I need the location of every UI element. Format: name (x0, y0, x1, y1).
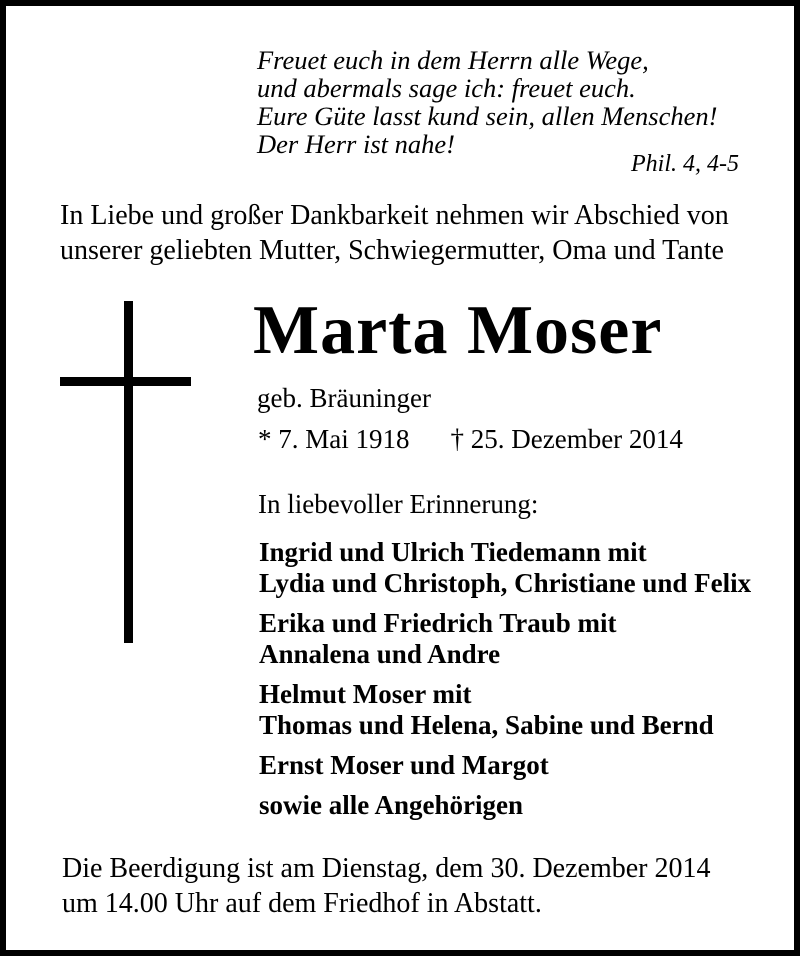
verse-line: Eure Güte lasst kund sein, allen Menschen! (257, 101, 718, 131)
bible-verse (257, 46, 743, 178)
mourner-line: Annalena und Andre (259, 639, 501, 669)
life-dates (258, 424, 683, 455)
mourner-group (259, 537, 751, 599)
cross-vertical-bar (124, 301, 133, 643)
mourner-line: Ingrid und Ulrich Tiedemann mit (259, 537, 647, 567)
mourner-line: Erika und Friedrich Traub mit (259, 608, 617, 638)
deceased-name: Marta Moser (253, 292, 663, 369)
cross-horizontal-bar (60, 377, 191, 386)
verse-attribution: Phil. 4, 4-5 (631, 151, 739, 177)
maiden-name: geb. Bräuninger (257, 383, 431, 413)
mourner-group (259, 790, 751, 821)
mourner-line: Lydia und Christoph, Christiane und Felix (259, 568, 752, 598)
mourner-group (259, 679, 751, 741)
mourners-list (259, 537, 751, 830)
intro-line: unserer geliebten Mutter, Schwiegermutter, Oma und Tante (60, 235, 724, 266)
verse-line: und abermals sage ich: freuet euch. (257, 73, 636, 103)
verse-line: Der Herr ist nahe! (257, 129, 455, 159)
mourner-line: Helmut Moser mit (259, 679, 472, 709)
intro-paragraph (60, 198, 729, 268)
mourner-line: Ernst Moser und Margot (259, 750, 549, 780)
mourner-group (259, 750, 751, 781)
intro-line: In Liebe und großer Dankbarkeit nehmen wir Abschied von (60, 200, 729, 231)
mourner-group (259, 608, 751, 670)
memorial-heading: In liebevoller Erinnerung: (258, 489, 539, 519)
funeral-info (62, 851, 711, 921)
mourner-line: Thomas und Helena, Sabine und Bernd (259, 710, 714, 740)
death-date: † 25. Dezember 2014 (450, 424, 683, 454)
birth-date: * 7. Mai 1918 (258, 424, 410, 454)
funeral-info-line: um 14.00 Uhr auf dem Friedhof in Abstatt. (62, 888, 542, 919)
verse-line: Freuet euch in dem Herrn alle Wege, (257, 45, 649, 75)
mourner-line: sowie alle Angehörigen (259, 790, 523, 820)
funeral-info-line: Die Beerdigung ist am Dienstag, dem 30. Dezember 2014 (62, 853, 711, 884)
